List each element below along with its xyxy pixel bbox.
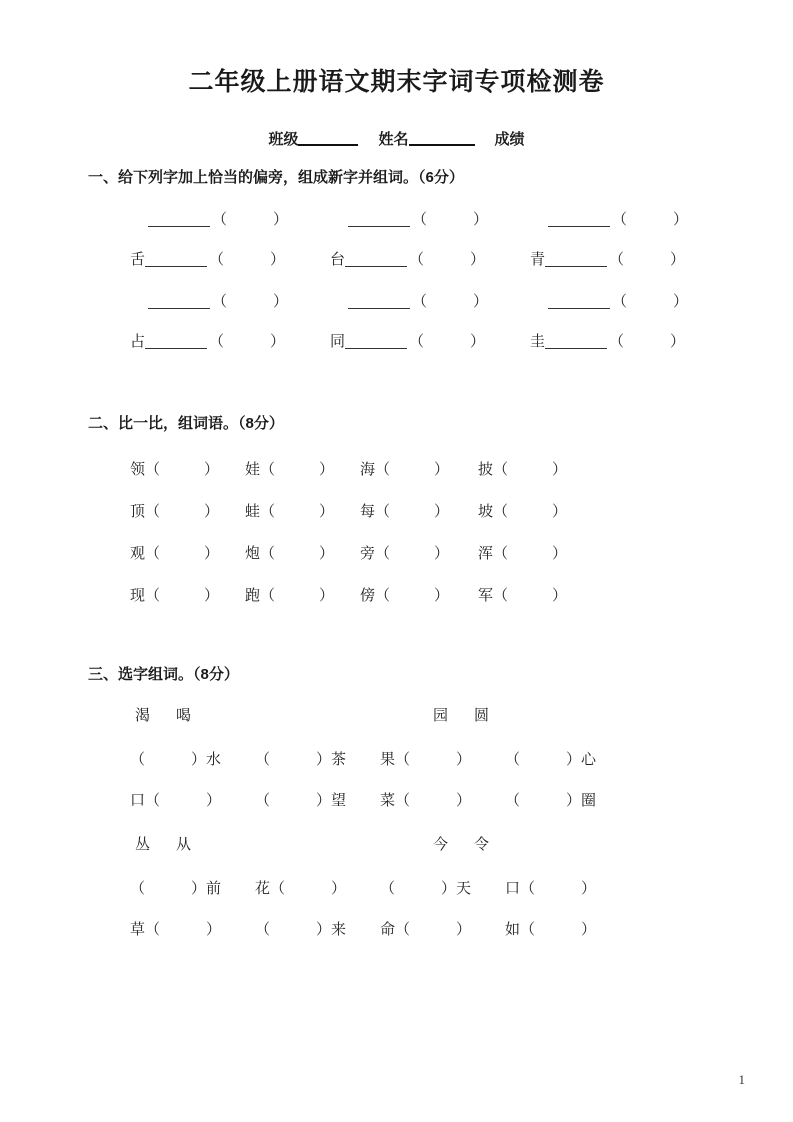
class-label: 班级 xyxy=(268,131,299,148)
compare-item xyxy=(478,500,567,521)
word-answer-parens[interactable]: （ ） xyxy=(145,546,220,562)
choice-answer-item xyxy=(130,877,221,898)
choice-character: 从 xyxy=(176,837,192,853)
radical-item xyxy=(130,208,288,229)
word-suffix-character: 茶 xyxy=(331,752,347,768)
choice-character: 渴 xyxy=(135,708,151,724)
word-suffix-character: 来 xyxy=(331,922,347,938)
word-prefix-character: 如 xyxy=(505,922,521,938)
choice-blank-parens[interactable]: （ ） xyxy=(255,752,332,768)
word-answer-parens[interactable]: （ ） xyxy=(375,462,450,478)
word-answer-parens[interactable]: （ ） xyxy=(612,212,689,228)
word-answer-parens[interactable]: （ ） xyxy=(493,546,568,562)
choice-blank-parens[interactable]: （ ） xyxy=(145,922,222,938)
word-answer-parens[interactable]: （ ） xyxy=(409,334,486,350)
choice-character: 今 xyxy=(433,837,449,853)
radical-item xyxy=(530,330,685,351)
choice-blank-parens[interactable]: （ ） xyxy=(395,752,472,768)
choice-character: 喝 xyxy=(176,708,192,724)
word-prefix-character: 果 xyxy=(380,752,396,768)
choice-blank-parens[interactable]: （ ） xyxy=(380,881,457,897)
word-answer-parens[interactable]: （ ） xyxy=(145,504,220,520)
choice-answer-item xyxy=(380,877,471,898)
word-answer-parens[interactable]: （ ） xyxy=(409,252,486,268)
compare-item xyxy=(130,584,219,605)
choice-answer-item xyxy=(380,789,471,810)
word-suffix-character: 水 xyxy=(206,752,222,768)
base-character: 舌 xyxy=(130,252,146,268)
choice-blank-parens[interactable]: （ ） xyxy=(130,752,207,768)
compare-character: 跑 xyxy=(245,588,261,604)
choice-blank-parens[interactable]: （ ） xyxy=(395,793,472,809)
choice-character: 圆 xyxy=(474,708,490,724)
choice-blank-parens[interactable]: （ ） xyxy=(520,922,597,938)
compare-item xyxy=(245,458,334,479)
new-character-blank[interactable] xyxy=(545,348,607,349)
compare-character: 坡 xyxy=(478,504,494,520)
word-suffix-character: 圈 xyxy=(581,793,597,809)
word-suffix-character: 望 xyxy=(331,793,347,809)
choice-blank-parens[interactable]: （ ） xyxy=(505,793,582,809)
choice-pair-right xyxy=(433,704,489,725)
choice-answer-item xyxy=(130,789,221,810)
choice-blank-parens[interactable]: （ ） xyxy=(255,793,332,809)
word-answer-parens[interactable]: （ ） xyxy=(145,462,220,478)
choice-answer-item xyxy=(380,918,471,939)
choice-pair-right xyxy=(433,833,489,854)
compare-item xyxy=(478,458,567,479)
word-answer-parens[interactable]: （ ） xyxy=(609,334,686,350)
choice-answer-item xyxy=(255,789,346,810)
class-field xyxy=(268,128,358,149)
choice-blank-parens[interactable]: （ ） xyxy=(395,922,472,938)
new-character-blank[interactable] xyxy=(548,226,610,227)
compare-item xyxy=(245,500,334,521)
new-character-blank[interactable] xyxy=(345,348,407,349)
choice-blank-parens[interactable]: （ ） xyxy=(130,881,207,897)
student-info-line xyxy=(0,128,793,149)
word-answer-parens[interactable]: （ ） xyxy=(260,546,335,562)
choice-answer-item xyxy=(255,877,346,898)
choice-blank-parens[interactable]: （ ） xyxy=(255,922,332,938)
compare-character: 蛙 xyxy=(245,504,261,520)
word-prefix-character: 口 xyxy=(505,881,521,897)
base-character: 青 xyxy=(530,252,546,268)
compare-character: 现 xyxy=(130,588,146,604)
radical-item xyxy=(130,290,288,311)
choice-blank-parens[interactable]: （ ） xyxy=(145,793,222,809)
choice-answer-item xyxy=(505,918,596,939)
new-character-blank[interactable] xyxy=(148,226,210,227)
compare-item xyxy=(360,542,449,563)
section-2-heading: 二、比一比，组词语。（8分） xyxy=(88,415,284,432)
name-input-rule[interactable] xyxy=(409,144,475,146)
word-answer-parens[interactable]: （ ） xyxy=(209,252,286,268)
radical-item xyxy=(530,248,685,269)
word-answer-parens[interactable]: （ ） xyxy=(493,588,568,604)
word-answer-parens[interactable]: （ ） xyxy=(212,212,289,228)
base-character: 台 xyxy=(330,252,346,268)
new-character-blank[interactable] xyxy=(345,266,407,267)
compare-item xyxy=(130,542,219,563)
page-title: 二年级上册语文期末字词专项检测卷 xyxy=(188,68,605,96)
word-answer-parens[interactable]: （ ） xyxy=(412,294,489,310)
word-prefix-character: 草 xyxy=(130,922,146,938)
compare-character: 傍 xyxy=(360,588,376,604)
choice-character: 园 xyxy=(433,708,449,724)
choice-answer-item xyxy=(130,748,221,769)
name-field xyxy=(378,128,474,149)
word-answer-parens[interactable]: （ ） xyxy=(212,294,289,310)
compare-character: 领 xyxy=(130,462,146,478)
choice-blank-parens[interactable]: （ ） xyxy=(505,752,582,768)
compare-character: 披 xyxy=(478,462,494,478)
compare-character: 炮 xyxy=(245,546,261,562)
new-character-blank[interactable] xyxy=(545,266,607,267)
compare-item xyxy=(360,584,449,605)
word-suffix-character: 前 xyxy=(206,881,222,897)
word-answer-parens[interactable]: （ ） xyxy=(375,588,450,604)
choice-answer-item xyxy=(380,748,471,769)
new-character-blank[interactable] xyxy=(348,226,410,227)
radical-item xyxy=(330,290,488,311)
name-label: 姓名 xyxy=(378,131,409,148)
compare-character: 每 xyxy=(360,504,376,520)
word-answer-parens[interactable]: （ ） xyxy=(609,252,686,268)
compare-character: 浑 xyxy=(478,546,494,562)
new-character-blank[interactable] xyxy=(548,308,610,309)
compare-item xyxy=(130,458,219,479)
word-answer-parens[interactable]: （ ） xyxy=(493,462,568,478)
base-character: 同 xyxy=(330,334,346,350)
choice-pair-left xyxy=(135,833,191,854)
radical-item xyxy=(330,330,485,351)
compare-item xyxy=(478,542,567,563)
word-answer-parens[interactable]: （ ） xyxy=(209,334,286,350)
compare-character: 娃 xyxy=(245,462,261,478)
compare-character: 旁 xyxy=(360,546,376,562)
word-suffix-character: 天 xyxy=(456,881,472,897)
new-character-blank[interactable] xyxy=(148,308,210,309)
choice-answer-item xyxy=(505,877,596,898)
choice-answer-item xyxy=(505,748,596,769)
choice-answer-item xyxy=(255,748,346,769)
word-answer-parens[interactable]: （ ） xyxy=(612,294,689,310)
choice-blank-parens[interactable]: （ ） xyxy=(520,881,597,897)
radical-item xyxy=(330,248,485,269)
word-suffix-character: 心 xyxy=(581,752,597,768)
class-input-rule[interactable] xyxy=(298,144,358,146)
compare-item xyxy=(360,458,449,479)
section-1-heading: 一、给下列字加上恰当的偏旁，组成新字并组词。（6分） xyxy=(88,169,464,186)
new-character-blank[interactable] xyxy=(145,348,207,349)
compare-item xyxy=(360,500,449,521)
word-answer-parens[interactable]: （ ） xyxy=(375,504,450,520)
word-answer-parens[interactable]: （ ） xyxy=(260,588,335,604)
base-character: 圭 xyxy=(530,334,546,350)
word-prefix-character: 口 xyxy=(130,793,146,809)
compare-item xyxy=(245,542,334,563)
page-number: 1 xyxy=(738,1072,745,1087)
word-answer-parens[interactable]: （ ） xyxy=(375,546,450,562)
choice-blank-parens[interactable]: （ ） xyxy=(270,881,347,897)
radical-item xyxy=(130,330,285,351)
compare-item xyxy=(245,584,334,605)
score-label: 成绩 xyxy=(494,131,525,148)
word-answer-parens[interactable]: （ ） xyxy=(260,504,335,520)
word-answer-parens[interactable]: （ ） xyxy=(412,212,489,228)
choice-character: 丛 xyxy=(135,837,151,853)
word-prefix-character: 命 xyxy=(380,922,396,938)
word-prefix-character: 菜 xyxy=(380,793,396,809)
compare-character: 海 xyxy=(360,462,376,478)
choice-answer-item xyxy=(130,918,221,939)
choice-answer-item xyxy=(255,918,346,939)
word-answer-parens[interactable]: （ ） xyxy=(260,462,335,478)
compare-character: 军 xyxy=(478,588,494,604)
new-character-blank[interactable] xyxy=(348,308,410,309)
choice-pair-left xyxy=(135,704,191,725)
new-character-blank[interactable] xyxy=(145,266,207,267)
compare-item xyxy=(130,500,219,521)
choice-answer-item xyxy=(505,789,596,810)
word-prefix-character: 花 xyxy=(255,881,271,897)
radical-item xyxy=(530,290,688,311)
base-character: 占 xyxy=(130,334,146,350)
section-3-heading: 三、选字组词。（8分） xyxy=(88,666,239,683)
choice-character: 令 xyxy=(474,837,490,853)
word-answer-parens[interactable]: （ ） xyxy=(493,504,568,520)
radical-item xyxy=(330,208,488,229)
compare-character: 观 xyxy=(130,546,146,562)
word-answer-parens[interactable]: （ ） xyxy=(145,588,220,604)
compare-character: 顶 xyxy=(130,504,146,520)
radical-item xyxy=(530,208,688,229)
radical-item xyxy=(130,248,285,269)
compare-item xyxy=(478,584,567,605)
